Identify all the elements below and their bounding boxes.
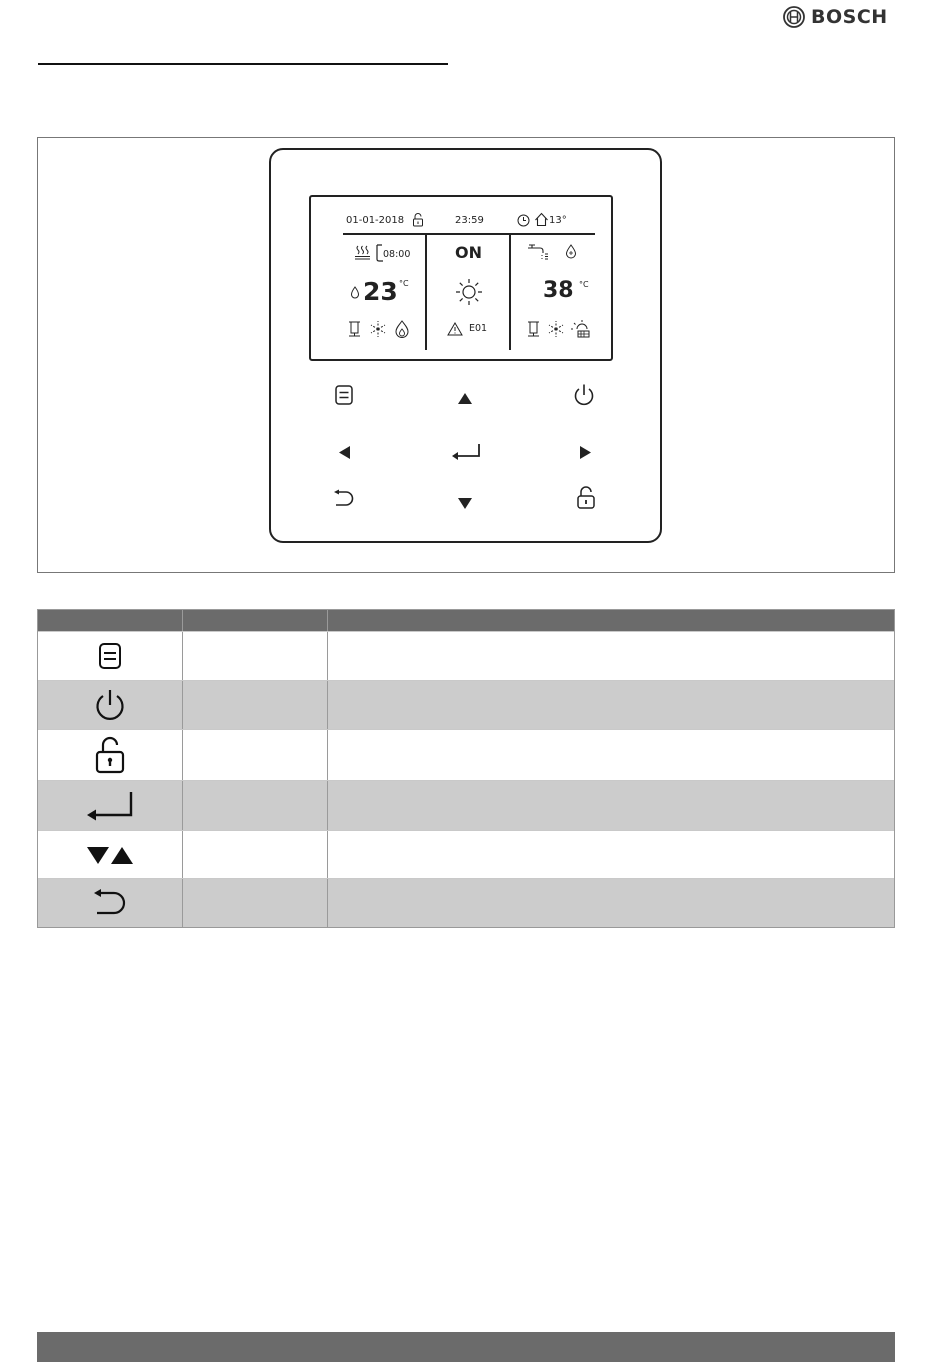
footer-bar (37, 1332, 895, 1362)
bosch-armature-icon (783, 6, 805, 28)
table-header-cell (183, 610, 328, 631)
display-divider-left (425, 234, 427, 350)
display-divider-right (509, 234, 511, 350)
hot-water-tap-icon (527, 242, 549, 262)
table-cell-description (328, 681, 894, 729)
table-cell-description (328, 831, 894, 878)
solar-heating-icon (570, 319, 591, 339)
table-cell-name (183, 831, 328, 878)
water-drop-icon (565, 244, 577, 259)
table-cell-name (183, 632, 328, 680)
table-cell-description (328, 730, 894, 780)
table-cell-name (183, 781, 328, 830)
table-cell-description (328, 781, 894, 830)
display-date: 01-01-2018 (346, 215, 405, 226)
table-cell-name (183, 730, 328, 780)
table-row (38, 780, 894, 830)
tank-icon (348, 320, 361, 338)
table-row (38, 729, 894, 780)
table-cell-name (183, 681, 328, 729)
humidity-drop-icon (350, 286, 360, 299)
outdoor-house-icon (534, 212, 549, 227)
enter-icon (85, 790, 135, 822)
tank-icon (527, 320, 540, 338)
flame-icon (395, 320, 409, 338)
table-header-cell (328, 610, 894, 631)
buttons-table (37, 609, 895, 928)
brand-name: BOSCH (811, 6, 888, 28)
warning-icon (447, 322, 463, 336)
display-divider-horizontal (343, 233, 595, 235)
display-time: 23:59 (455, 215, 484, 226)
table-row (38, 830, 894, 878)
table-cell-description (328, 879, 894, 927)
lock-button[interactable] (576, 486, 596, 510)
table-row (38, 680, 894, 729)
back-icon (92, 888, 128, 918)
system-status: ON (455, 243, 482, 262)
table-cell-name (183, 879, 328, 927)
table-header (38, 610, 894, 631)
water-temperature-unit: °C (579, 280, 589, 289)
brand-logo (783, 6, 888, 28)
arrow-up-button[interactable] (457, 392, 473, 405)
power-icon (93, 688, 127, 722)
clock-icon (517, 214, 530, 227)
title-underline (38, 63, 448, 65)
water-temperature: 38 (543, 278, 574, 303)
heating-icon (354, 245, 371, 261)
error-code: E01 (469, 323, 488, 334)
unlock-status-icon (412, 213, 424, 227)
enter-button[interactable] (451, 443, 481, 461)
table-header-cell (38, 610, 183, 631)
table-row (38, 878, 894, 927)
lock-icon (95, 735, 125, 775)
menu-button[interactable] (335, 385, 353, 405)
controller-display (309, 195, 613, 361)
cooling-fan-icon (369, 320, 387, 338)
arrow-left-button[interactable] (338, 445, 351, 460)
cooling-fan-icon (547, 320, 565, 338)
arrows-icon (86, 845, 134, 865)
table-cell-description (328, 632, 894, 680)
menu-icon (98, 642, 122, 670)
schedule-time: 08:00 (383, 249, 411, 260)
arrow-down-button[interactable] (457, 497, 473, 510)
back-button[interactable] (333, 489, 355, 509)
room-temperature-unit: °C (399, 279, 409, 288)
sun-mode-icon (455, 278, 483, 306)
arrow-right-button[interactable] (579, 445, 592, 460)
outdoor-temperature: 13° (549, 215, 567, 226)
room-temperature: 23 (363, 277, 398, 306)
table-row (38, 631, 894, 680)
power-button[interactable] (573, 383, 595, 407)
